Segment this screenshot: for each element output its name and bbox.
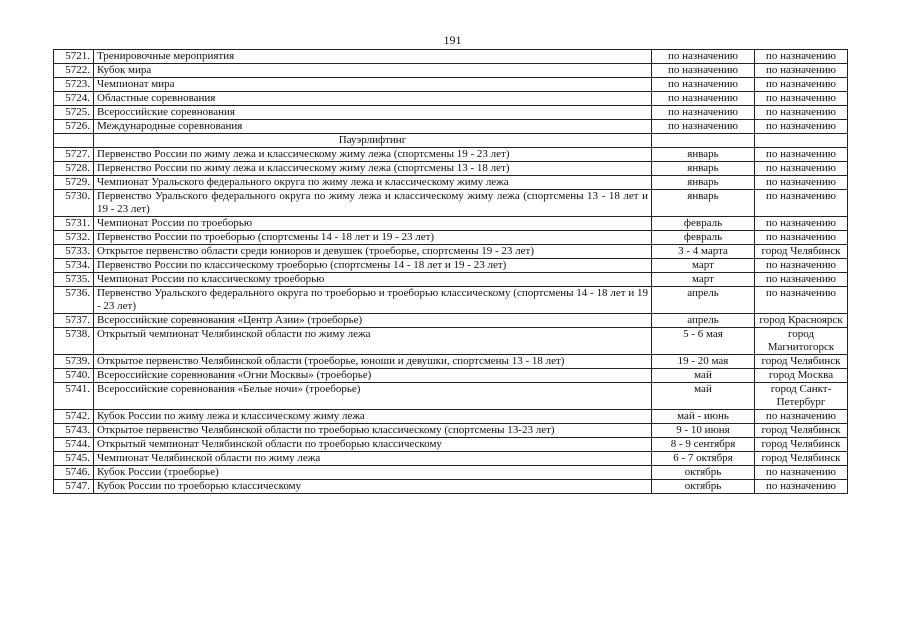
rows-before — [54, 50, 848, 134]
row-number: 5731. — [54, 217, 94, 231]
event-name: Кубок России по жиму лежа и классическому жиму лежа — [94, 410, 652, 424]
event-name: Открытое первенство Челябинской области (троеборье, юноши и девушки, спортсмены 13 - 18 лет) — [94, 355, 652, 369]
section-place-cell — [755, 134, 848, 148]
event-date: по назначению — [652, 78, 755, 92]
event-name: Тренировочные мероприятия — [94, 50, 652, 64]
row-number: 5733. — [54, 245, 94, 259]
event-place: по назначению — [755, 106, 848, 120]
table-row — [54, 231, 848, 245]
table-row — [54, 328, 848, 355]
row-number: 5744. — [54, 438, 94, 452]
event-place: по назначению — [755, 148, 848, 162]
row-number: 5729. — [54, 176, 94, 190]
events-table — [53, 49, 848, 494]
event-date: 5 - 6 мая — [652, 328, 755, 355]
table-row — [54, 176, 848, 190]
event-date: 3 - 4 марта — [652, 245, 755, 259]
table-row — [54, 480, 848, 494]
row-number: 5736. — [54, 287, 94, 314]
row-number: 5734. — [54, 259, 94, 273]
table-row — [54, 120, 848, 134]
event-place: по назначению — [755, 231, 848, 245]
event-date: май — [652, 369, 755, 383]
event-place: по назначению — [755, 217, 848, 231]
event-date: апрель — [652, 314, 755, 328]
table-row — [54, 190, 848, 217]
row-number: 5743. — [54, 424, 94, 438]
row-number: 5745. — [54, 452, 94, 466]
event-name: Всероссийские соревнования «Огни Москвы» (троеборье) — [94, 369, 652, 383]
row-number: 5747. — [54, 480, 94, 494]
event-place: город Челябинск — [755, 355, 848, 369]
event-name: Первенство России по жиму лежа и классическому жиму лежа (спортсмены 19 - 23 лет) — [94, 148, 652, 162]
table-row — [54, 245, 848, 259]
event-name: Открытый чемпионат Челябинской области по троеборью классическому — [94, 438, 652, 452]
table-row — [54, 273, 848, 287]
event-date: 9 - 10 июня — [652, 424, 755, 438]
table-row — [54, 452, 848, 466]
row-number: 5735. — [54, 273, 94, 287]
event-name: Чемпионат России по классическому троеборью — [94, 273, 652, 287]
row-number: 5737. — [54, 314, 94, 328]
table-row — [54, 438, 848, 452]
event-place: по назначению — [755, 480, 848, 494]
event-date: май — [652, 383, 755, 410]
section-num-cell — [54, 134, 94, 148]
event-place: город Москва — [755, 369, 848, 383]
table-row — [54, 162, 848, 176]
table-row — [54, 78, 848, 92]
event-name: Первенство Уральского федерального округа по троеборью и троеборью классическому (спортсмены 14 - 18 лет и 19 - 23 лет) — [94, 287, 652, 314]
rows-after — [54, 148, 848, 494]
event-name: Открытый чемпионат Челябинской области по жиму лежа — [94, 328, 652, 355]
table-row — [54, 259, 848, 273]
row-number: 5746. — [54, 466, 94, 480]
event-name: Первенство Уральского федерального округа по жиму лежа и классическому жиму лежа (спортсмены 13 - 18 лет и 19 - 23 лет) — [94, 190, 652, 217]
event-place: по назначению — [755, 176, 848, 190]
row-number: 5727. — [54, 148, 94, 162]
event-date: по назначению — [652, 64, 755, 78]
event-date: 19 - 20 мая — [652, 355, 755, 369]
event-date: март — [652, 259, 755, 273]
event-place: по назначению — [755, 287, 848, 314]
event-place: по назначению — [755, 466, 848, 480]
section-header — [54, 134, 848, 148]
event-date: по назначению — [652, 106, 755, 120]
table-row — [54, 369, 848, 383]
event-date: октябрь — [652, 466, 755, 480]
table-row — [54, 314, 848, 328]
event-place: по назначению — [755, 273, 848, 287]
table-row — [54, 50, 848, 64]
event-place: город Челябинск — [755, 452, 848, 466]
event-place: город Красноярск — [755, 314, 848, 328]
event-name: Первенство России по троеборью (спортсмены 14 - 18 лет и 19 - 23 лет) — [94, 231, 652, 245]
table-row — [54, 64, 848, 78]
event-date: март — [652, 273, 755, 287]
event-date: по назначению — [652, 120, 755, 134]
event-name: Кубок России (троеборье) — [94, 466, 652, 480]
section-date-cell — [652, 134, 755, 148]
event-name: Всероссийские соревнования «Белые ночи» (троеборье) — [94, 383, 652, 410]
row-number: 5721. — [54, 50, 94, 64]
table-row — [54, 106, 848, 120]
event-date: 6 - 7 октября — [652, 452, 755, 466]
event-place: город Магнитогорск — [755, 328, 848, 355]
event-place: по назначению — [755, 50, 848, 64]
event-place: по назначению — [755, 410, 848, 424]
event-place: по назначению — [755, 259, 848, 273]
event-name: Всероссийские соревнования «Центр Азии» (троеборье) — [94, 314, 652, 328]
event-date: февраль — [652, 231, 755, 245]
event-name: Кубок России по троеборью классическому — [94, 480, 652, 494]
event-place: по назначению — [755, 120, 848, 134]
table-row — [54, 355, 848, 369]
table-row — [54, 410, 848, 424]
table-row — [54, 383, 848, 410]
event-date: апрель — [652, 287, 755, 314]
event-place: город Челябинск — [755, 438, 848, 452]
row-number: 5726. — [54, 120, 94, 134]
event-name: Всероссийские соревнования — [94, 106, 652, 120]
table-row — [54, 217, 848, 231]
event-name: Чемпионат Уральского федерального округа по жиму лежа и классическому жиму лежа — [94, 176, 652, 190]
event-date: октябрь — [652, 480, 755, 494]
row-number: 5740. — [54, 369, 94, 383]
row-number: 5728. — [54, 162, 94, 176]
row-number: 5741. — [54, 383, 94, 410]
row-number: 5730. — [54, 190, 94, 217]
row-number: 5724. — [54, 92, 94, 106]
event-date: май - июнь — [652, 410, 755, 424]
event-name: Первенство России по классическому троеборью (спортсмены 14 - 18 лет и 19 - 23 лет) — [94, 259, 652, 273]
event-date: по назначению — [652, 92, 755, 106]
page-number: 191 — [443, 33, 462, 47]
event-date: февраль — [652, 217, 755, 231]
event-place: по назначению — [755, 190, 848, 217]
event-name: Областные соревнования — [94, 92, 652, 106]
event-name: Кубок мира — [94, 64, 652, 78]
event-place: по назначению — [755, 78, 848, 92]
event-place: город Челябинск — [755, 424, 848, 438]
table-row — [54, 466, 848, 480]
table-row — [54, 424, 848, 438]
event-place: по назначению — [755, 64, 848, 78]
event-name: Чемпионат России по троеборью — [94, 217, 652, 231]
event-date: январь — [652, 148, 755, 162]
table-row — [54, 287, 848, 314]
row-number: 5742. — [54, 410, 94, 424]
table-row — [54, 92, 848, 106]
row-number: 5739. — [54, 355, 94, 369]
table-row — [54, 148, 848, 162]
row-number: 5732. — [54, 231, 94, 245]
section-title: Пауэрлифтинг — [94, 134, 652, 148]
event-name: Чемпионат Челябинской области по жиму лежа — [94, 452, 652, 466]
event-date: январь — [652, 162, 755, 176]
event-name: Международные соревнования — [94, 120, 652, 134]
row-number: 5725. — [54, 106, 94, 120]
event-date: январь — [652, 190, 755, 217]
event-name: Открытое первенство Челябинской области по троеборью классическому (спортсмены 13-23 лет) — [94, 424, 652, 438]
event-name: Чемпионат мира — [94, 78, 652, 92]
event-place: по назначению — [755, 162, 848, 176]
event-date: 8 - 9 сентября — [652, 438, 755, 452]
event-place: город Санкт-Петербург — [755, 383, 848, 410]
event-date: январь — [652, 176, 755, 190]
event-place: город Челябинск — [755, 245, 848, 259]
event-name: Открытое первенство области среди юниоров и девушек (троеборье, спортсмены 19 - 23 лет) — [94, 245, 652, 259]
row-number: 5722. — [54, 64, 94, 78]
row-number: 5738. — [54, 328, 94, 355]
event-date: по назначению — [652, 50, 755, 64]
section-row — [54, 134, 848, 148]
event-place: по назначению — [755, 92, 848, 106]
event-name: Первенство России по жиму лежа и классическому жиму лежа (спортсмены 13 - 18 лет) — [94, 162, 652, 176]
row-number: 5723. — [54, 78, 94, 92]
